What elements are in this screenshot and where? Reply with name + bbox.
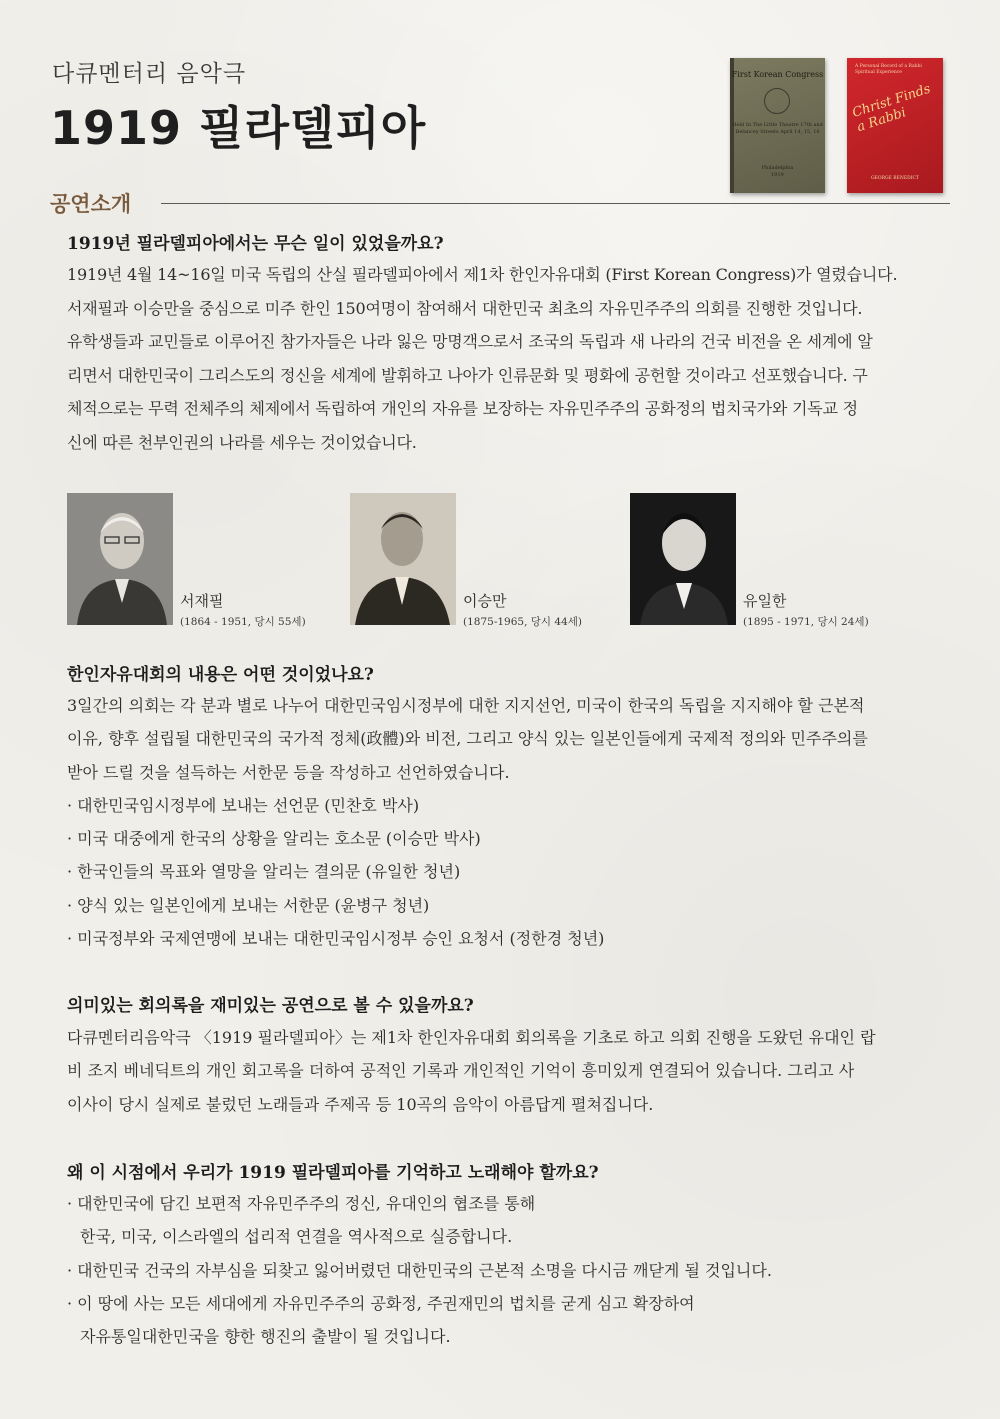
section-divider [161,203,950,204]
list-item: · 미국 대중에게 한국의 상황을 알리는 호소문 (이승만 박사) [67,829,481,849]
book-year: 1919 [771,172,784,178]
paragraph-line: 이사이 당시 실제로 불렀던 노래들과 주제곡 등 10곡의 음악이 아름답게 펼쳐집니다. [67,1094,654,1114]
book-subtitle: Held In The Little Theatre 17th and Delancey Streets April 14, 15, 16 [732,122,823,135]
person-years: (1895 - 1971, 당시 24세) [743,616,869,628]
list-item: · 대한민국에 담긴 보편적 자유민주주의 정신, 유대인의 협조를 통해 [67,1194,536,1213]
list-item: · 미국정부와 국제연맹에 보내는 대한민국임시정부 승인 요청서 (정한경 청년) [67,929,605,949]
paragraph [67,689,947,955]
page-title: 1919 필라델피아 [50,101,427,155]
question-heading: 왜 이 시점에서 우리가 1919 필라델피아를 기억하고 노래해야 할까요? [67,1163,599,1183]
book-imprint [730,165,825,179]
question-heading: 한인자유대회의 내용은 어떤 것이었나요? [67,665,374,685]
question-heading: 1919년 필라델피아에서는 무슨 일이 있었을까요? [67,234,444,254]
portrait-photo [350,493,456,625]
paragraph-line: 다큐멘터리음악극 〈1919 필라델피아〉는 제1차 한인자유대회 회의록을 기초로 하고 의회 진행을 도왔던 유대인 랍 [67,1028,876,1047]
person-name: 유일한 [743,592,787,610]
book-cover-first-korean-congress [730,58,825,193]
list-item: · 대한민국 건국의 자부심을 되찾고 잃어버렸던 대한민국의 근본적 소명을 다시금 깨닫게 될 것입니다. [67,1260,772,1280]
list-item-continuation: 자유통일대한민국을 향한 행진의 출발이 될 것입니다. [80,1327,451,1347]
paragraph-line: 유학생들과 교민들로 이루어진 참가자들은 나라 잃은 망명객으로서 조국의 독립과 새 나라의 건국 비전을 온 세계에 알 [67,332,873,351]
list-item: · 대한민국임시정부에 보내는 선언문 (민찬호 박사) [67,795,420,815]
seal-icon [764,88,790,114]
book-title: Christ Finds a Rabbi [850,81,933,136]
person-years: (1864 - 1951, 당시 55세) [180,616,306,628]
paragraph-line: 서재필과 이승만을 중심으로 미주 한인 150여명이 참여해서 대한민국 최초의 자유민주주의 의회를 진행한 것입니다. [67,298,863,318]
list-item: · 이 땅에 사는 모든 세대에게 자유민주주의 공화정, 주권재민의 법치를 굳게 심고 확장하여 [67,1293,695,1313]
paragraph-line: 체적으로는 무력 전체주의 체제에서 독립하여 개인의 자유를 보장하는 자유민주주의 공화정의 법치국가와 기독교 정 [67,399,858,418]
section-label: 공연소개 [50,192,132,216]
person-name: 이승만 [463,592,507,610]
list-item: · 한국인들의 목표와 열망을 알리는 결의문 (유일한 청년) [67,862,461,882]
subtitle: 다큐멘터리 음악극 [52,61,247,87]
book-author: GEORGE BENEDICT [871,176,919,181]
paragraph-line: 3일간의 의회는 각 분과 별로 나누어 대한민국임시정부에 대한 지지선언, 미국이 한국의 독립을 지지해야 할 근본적 [67,696,865,715]
book-place: Philadelphia [761,165,794,171]
paragraph-line: 1919년 4월 14~16일 미국 독립의 산실 필라델피아에서 제1차 한인자유대회 (First Korean Congress)가 열렸습니다. [67,265,898,284]
paragraph-line: 이유, 향후 설립될 대한민국의 국가적 정체(政體)와 비전, 그리고 양식 있는 일본인들에게 국제적 정의와 민주주의를 [67,729,868,749]
list-item: · 양식 있는 일본인에게 보내는 서한문 (윤병구 청년) [67,895,430,915]
list-item-continuation: 한국, 미국, 이스라엘의 섭리적 연결을 역사적으로 실증합니다. [80,1227,513,1247]
book-title: First Korean Congress [731,70,824,79]
book-cover-christ-finds-a-rabbi [847,58,943,193]
paragraph-line: 리면서 대한민국이 그리스도의 정신을 세계에 발휘하고 나아가 인류문화 및 평화에 공헌할 것이라고 선포했습니다. 구 [67,365,868,385]
paragraph-line: 비 조지 베네딕트의 개인 회고록을 더하여 공적인 기록과 개인적인 기억이 흥미있게 연결되어 있습니다. 그리고 사 [67,1061,855,1081]
paragraph [67,1187,947,1353]
paragraph-line: 받아 드릴 것을 설득하는 서한문 등을 작성하고 선언하였습니다. [67,762,510,782]
person-years: (1875-1965, 당시 44세) [463,616,582,628]
paragraph [67,1021,947,1121]
paragraph [67,258,937,459]
portrait-photo [630,493,736,625]
person-name: 서재필 [180,592,224,610]
book-tagline: A Personal Record of a Rabbi Spiritual Experience [855,64,922,75]
paragraph-line: 신에 따른 천부인권의 나라를 세우는 것이었습니다. [67,432,417,452]
portrait-photo [67,493,173,625]
question-heading: 의미있는 회의록을 재미있는 공연으로 볼 수 있을까요? [67,996,474,1016]
